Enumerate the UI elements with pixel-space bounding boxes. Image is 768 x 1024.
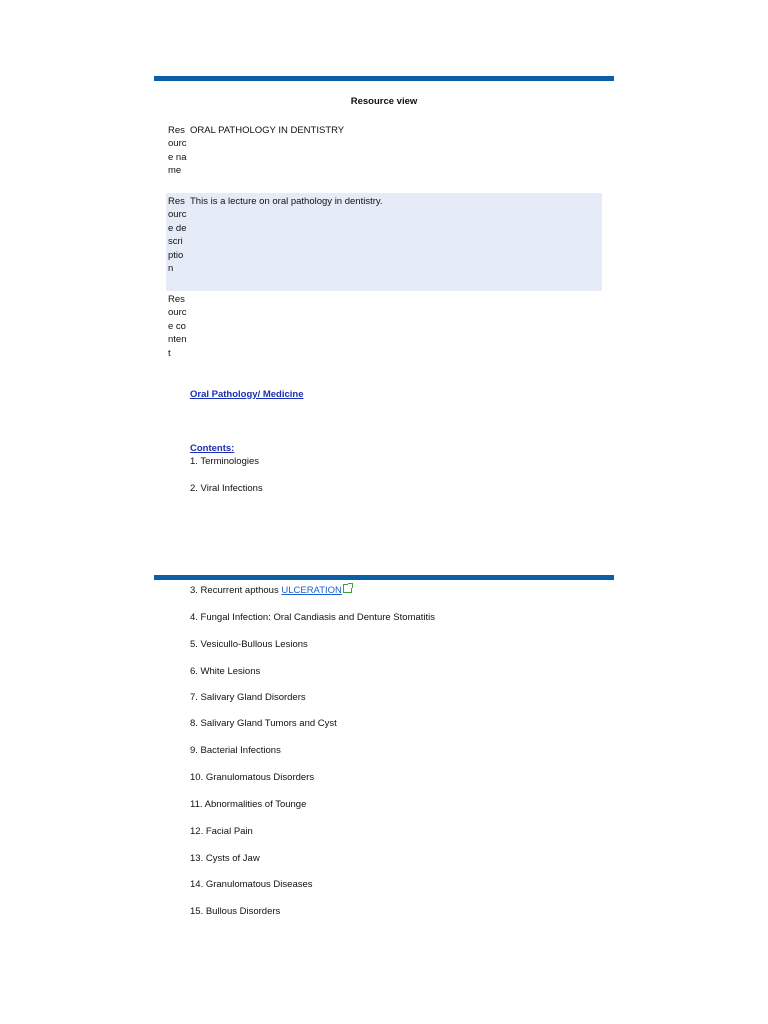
resource-content-label: Resource content: [168, 294, 187, 359]
resource-name-label: Resource name: [168, 125, 187, 177]
page-break-divider: [154, 575, 614, 580]
page-title: Resource view: [350, 96, 418, 107]
list-item-3: [190, 584, 352, 597]
list-item: 6. White Lesions: [190, 666, 261, 677]
resource-content-row: [166, 293, 602, 375]
external-link-icon[interactable]: [343, 584, 352, 593]
list-item-3-text: 3. Recurrent apthous: [190, 585, 282, 596]
list-item: 4. Fungal Infection: Oral Candiasis and Denture Stomatitis: [190, 612, 436, 623]
list-item: 13. Cysts of Jaw: [190, 853, 260, 864]
contents-heading-link[interactable]: Contents:: [190, 443, 235, 454]
ulceration-link[interactable]: ULCERATION: [281, 585, 342, 596]
list-item: 8. Salivary Gland Tumors and Cyst: [190, 718, 337, 729]
resource-description-label: Resource description: [168, 196, 187, 275]
list-item: 15. Bullous Disorders: [190, 906, 281, 917]
list-item: 10. Granulomatous Disorders: [190, 772, 315, 783]
resource-name-row: [166, 124, 602, 192]
list-item: 11. Abnormalities of Tounge: [190, 799, 307, 810]
resource-name-value: ORAL PATHOLOGY IN DENTISTRY: [190, 125, 345, 136]
list-item: 14. Granulomatous Diseases: [190, 879, 313, 890]
list-item: 1. Terminologies: [190, 456, 260, 467]
resource-description-row: [166, 193, 602, 291]
top-divider: [154, 76, 614, 81]
list-item: 5. Vesicullo-Bullous Lesions: [190, 639, 308, 650]
list-item: 12. Facial Pain: [190, 826, 253, 837]
list-item: 7. Salivary Gland Disorders: [190, 692, 306, 703]
main-link[interactable]: Oral Pathology/ Medicine: [190, 389, 304, 400]
oral-pathology-link[interactable]: [190, 388, 304, 401]
list-item: 2. Viral Infections: [190, 483, 263, 494]
list-item: 9. Bacterial Infections: [190, 745, 281, 756]
contents-heading[interactable]: [190, 442, 234, 455]
resource-description-value: This is a lecture on oral pathology in dentistry.: [190, 196, 383, 207]
